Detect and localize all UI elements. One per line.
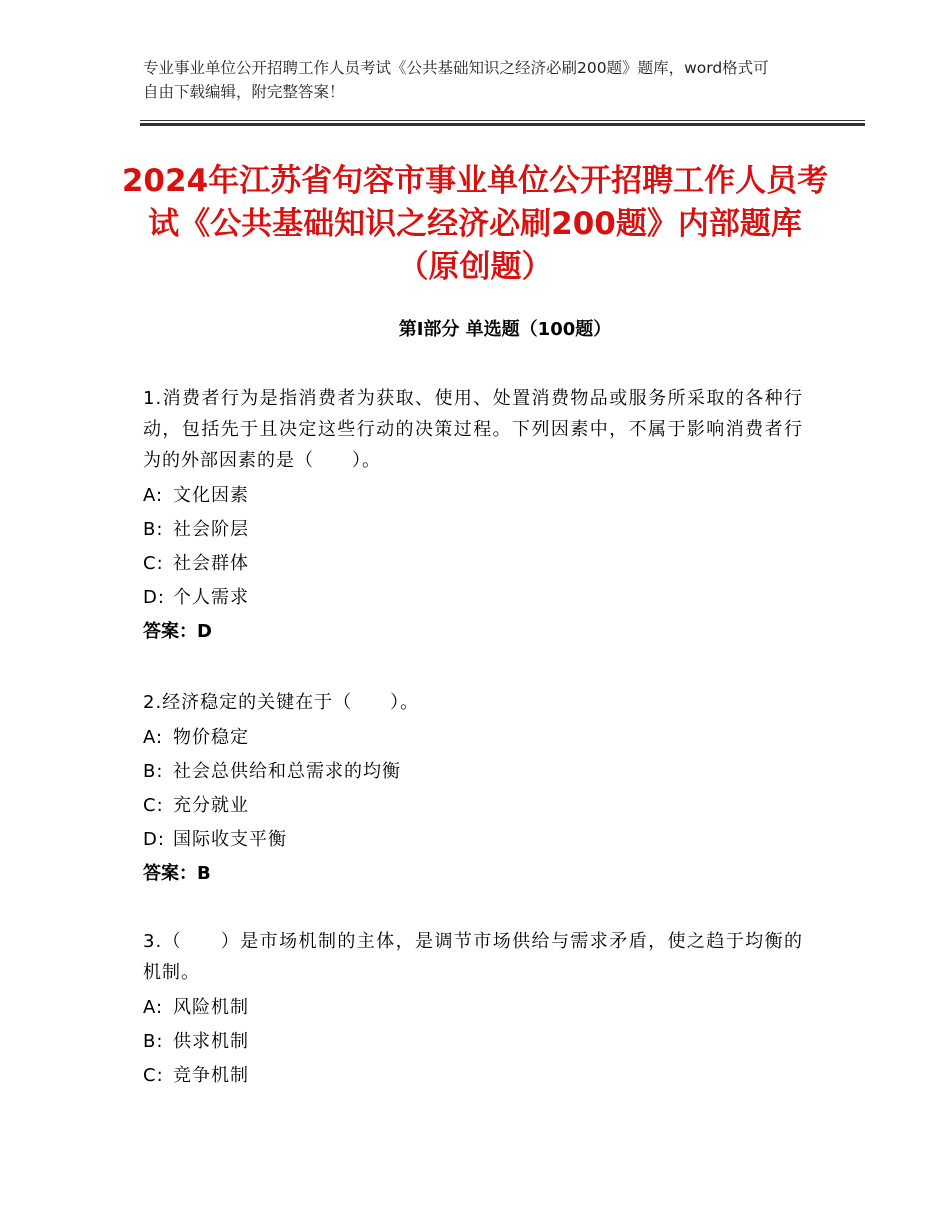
header-divider-thick bbox=[140, 123, 865, 126]
document-title: 2024年江苏省句容市事业单位公开招聘工作人员考试《公共基础知识之经济必刷200题》内部题库（原创题） bbox=[121, 163, 829, 285]
option-b bbox=[143, 755, 803, 789]
option-text: 竞争机制 bbox=[173, 1065, 249, 1086]
option-key: C: bbox=[143, 795, 164, 816]
option-b bbox=[143, 513, 803, 547]
option-b bbox=[143, 1025, 803, 1059]
option-key: C: bbox=[143, 1065, 164, 1086]
header-divider-thin bbox=[140, 120, 865, 121]
option-d bbox=[143, 581, 803, 615]
option-text: 社会阶层 bbox=[173, 519, 249, 540]
option-text: 国际收支平衡 bbox=[173, 829, 287, 850]
option-key: B: bbox=[143, 519, 164, 540]
option-a bbox=[143, 721, 803, 755]
option-key: A: bbox=[143, 485, 164, 506]
question-stem: 1.消费者行为是指消费者为获取、使用、处置消费物品或服务所采取的各种行动，包括先于且决定这些行动的决策过程。下列因素中，不属于影响消费者行为的外部因素的是（ ）。 bbox=[143, 388, 803, 471]
option-key: D: bbox=[143, 587, 165, 608]
option-text: 社会总供给和总需求的均衡 bbox=[173, 761, 401, 782]
option-key: B: bbox=[143, 1031, 164, 1052]
question-1 bbox=[143, 383, 803, 649]
answer: 答案：D bbox=[143, 621, 212, 642]
question-stem: 3.（ ）是市场机制的主体，是调节市场供给与需求矛盾，使之趋于均衡的机制。 bbox=[143, 931, 803, 983]
section-title: 第Ⅰ部分 单选题（100题） bbox=[398, 319, 612, 340]
option-d bbox=[143, 823, 803, 857]
option-text: 个人需求 bbox=[173, 587, 249, 608]
option-text: 文化因素 bbox=[173, 485, 249, 506]
option-key: B: bbox=[143, 761, 164, 782]
option-c bbox=[143, 547, 803, 581]
option-a bbox=[143, 479, 803, 513]
option-c bbox=[143, 789, 803, 823]
answer: 答案：B bbox=[143, 863, 211, 884]
option-a bbox=[143, 991, 803, 1025]
option-c bbox=[143, 1059, 803, 1093]
question-2 bbox=[143, 687, 803, 891]
option-text: 物价稳定 bbox=[173, 727, 249, 748]
option-key: A: bbox=[143, 997, 164, 1018]
option-text: 社会群体 bbox=[173, 553, 249, 574]
header-note: 专业事业单位公开招聘工作人员考试《公共基础知识之经济必刷200题》题库，word格式可自由下载编辑，附完整答案！ bbox=[143, 59, 769, 101]
question-stem: 2.经济稳定的关键在于（ ）。 bbox=[143, 692, 420, 713]
option-key: C: bbox=[143, 553, 164, 574]
option-text: 供求机制 bbox=[173, 1031, 249, 1052]
option-key: D: bbox=[143, 829, 165, 850]
option-text: 充分就业 bbox=[173, 795, 249, 816]
question-3 bbox=[143, 926, 803, 1093]
option-key: A: bbox=[143, 727, 164, 748]
option-text: 风险机制 bbox=[173, 997, 249, 1018]
